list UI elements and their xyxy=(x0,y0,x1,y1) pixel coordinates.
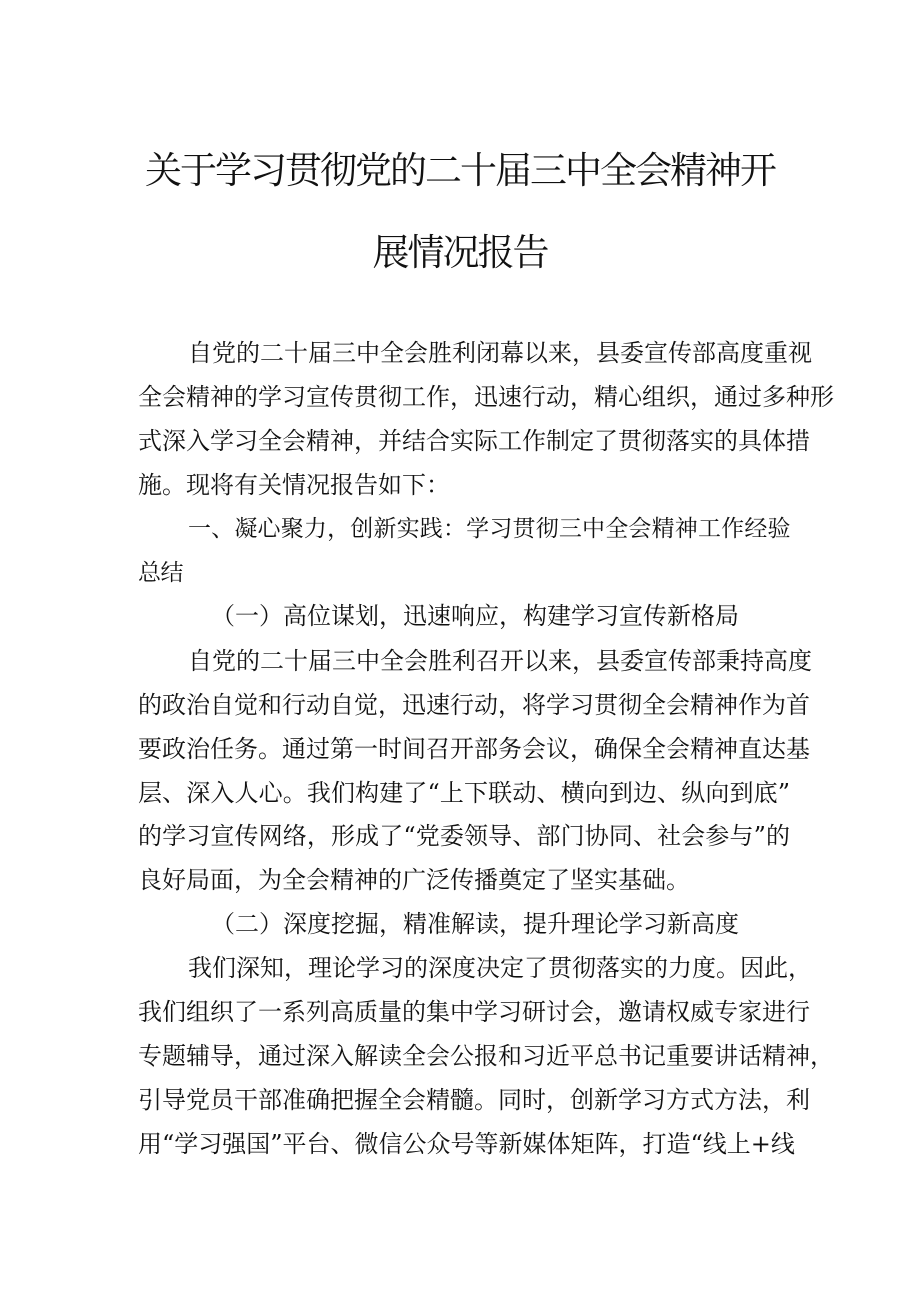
intro-line-3: 式深入学习全会精神，并结合实际工作制定了贯彻落实的具体措 xyxy=(138,427,810,455)
subsection-1-line-1: 自党的二十届三中全会胜利召开以来，县委宣传部秉持高度 xyxy=(188,647,812,675)
subsection-2-line-5: 用“学习强国”平台、微信公众号等新媒体矩阵，打造“线上+线 xyxy=(138,1130,795,1158)
section-1-heading-line-1: 一、凝心聚力，创新实践：学习贯彻三中全会精神工作经验 xyxy=(188,516,790,542)
subsection-1-line-5: 的学习宣传网络，形成了“党委领导、部门协同、社会参与”的 xyxy=(138,822,790,850)
subsection-2-line-3: 专题辅导，通过深入解读全会公报和习近平总书记重要讲话精神， xyxy=(138,1042,834,1070)
subsection-1-line-6: 良好局面，为全会精神的广泛传播奠定了坚实基础。 xyxy=(138,866,690,894)
intro-line-4: 施。现将有关情况报告如下： xyxy=(138,471,450,499)
intro-line-1: 自党的二十届三中全会胜利闭幕以来，县委宣传部高度重视 xyxy=(188,339,812,367)
subsection-2-line-2: 我们组织了一系列高质量的集中学习研讨会，邀请权威专家进行 xyxy=(138,998,810,1026)
subsection-2-heading: （二）深度挖掘，精准解读，提升理论学习新高度 xyxy=(211,910,739,938)
subsection-1-line-2: 的政治自觉和行动自觉，迅速行动，将学习贯彻全会精神作为首 xyxy=(138,691,810,719)
subsection-1-heading: （一）高位谋划，迅速响应，构建学习宣传新格局 xyxy=(211,602,739,630)
subsection-2-line-4: 引导党员干部准确把握全会精髓。同时，创新学习方式方法，利 xyxy=(138,1086,810,1114)
subsection-1-line-3: 要政治任务。通过第一时间召开部务会议，确保全会精神直达基 xyxy=(138,735,810,763)
subsection-1-line-4: 层、深入人心。我们构建了“上下联动、横向到边、纵向到底” xyxy=(138,779,790,807)
section-1-heading-line-2: 总结 xyxy=(138,560,183,586)
document-title-line-1: 关于学习贯彻党的二十届三中全会精神开 xyxy=(145,149,775,192)
subsection-2-line-1: 我们深知，理论学习的深度决定了贯彻落实的力度。因此， xyxy=(188,954,812,982)
document-title-line-2: 展情况报告 xyxy=(372,231,548,274)
intro-line-2: 全会精神的学习宣传贯彻工作，迅速行动，精心组织，通过多种形 xyxy=(138,383,834,411)
